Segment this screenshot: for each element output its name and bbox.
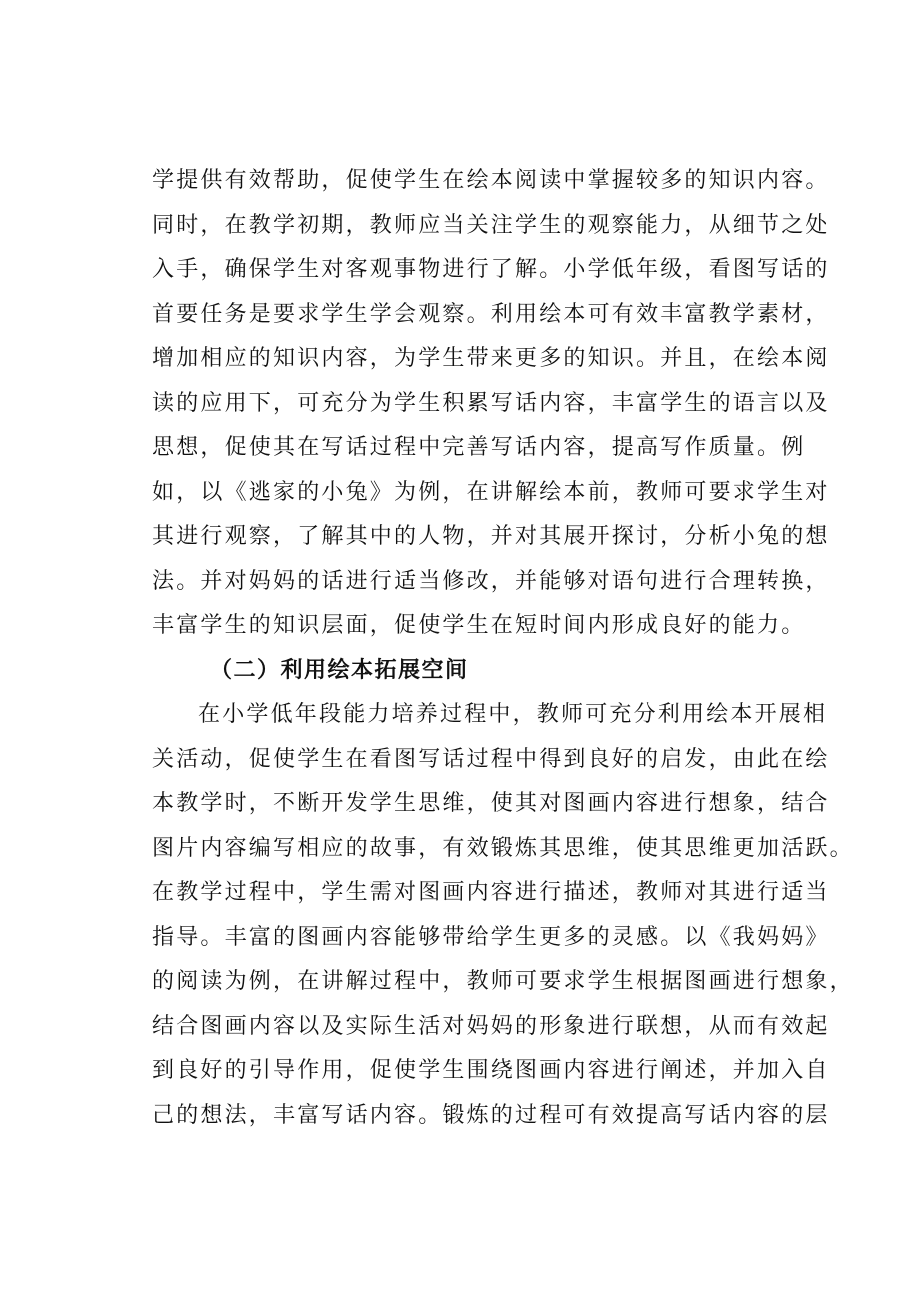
- paragraph-line: 其进行观察，了解其中的人物，并对其展开探讨，分析小兔的想: [152, 524, 830, 549]
- paragraph-line: 关活动，促使学生在看图写话过程中得到良好的启发，由此在绘: [152, 747, 830, 772]
- paragraph-line: 增加相应的知识内容，为学生带来更多的知识。并且，在绘本阅: [152, 346, 830, 371]
- paragraph-line: 如，以《逃家的小兔》为例，在讲解绘本前，教师可要求学生对: [152, 480, 830, 505]
- paragraph-line: 丰富学生的知识层面，促使学生在短时间内形成良好的能力。: [152, 613, 806, 638]
- paragraph-line: 在小学低年段能力培养过程中，教师可充分利用绘本开展相: [198, 702, 828, 727]
- paragraph-line: 己的想法，丰富写话内容。锻炼的过程可有效提高写话内容的层: [152, 1103, 830, 1128]
- paragraph-line: 同时，在教学初期，教师应当关注学生的观察能力，从细节之处: [152, 213, 830, 238]
- paragraph-line: 本教学时，不断开发学生思维，使其对图画内容进行想象，结合: [152, 791, 830, 816]
- paragraph-line: 读的应用下，可充分为学生积累写话内容，丰富学生的语言以及: [152, 391, 830, 416]
- paragraph-line: 指导。丰富的图画内容能够带给学生更多的灵感。以《我妈妈》: [152, 925, 830, 950]
- paragraph-line: 学提供有效帮助，促使学生在绘本阅读中掌握较多的知识内容。: [152, 168, 830, 193]
- paragraph-line: 法。并对妈妈的话进行适当修改，并能够对语句进行合理转换，: [152, 569, 830, 594]
- paragraph-line: 图片内容编写相应的故事，有效锻炼其思维，使其思维更加活跃。: [152, 836, 854, 861]
- paragraph-line: 首要任务是要求学生学会观察。利用绘本可有效丰富教学素材，: [152, 302, 830, 327]
- paragraph-line: 入手，确保学生对客观事物进行了解。小学低年级，看图写话的: [152, 257, 830, 282]
- paragraph-line: 到良好的引导作用，促使学生围绕图画内容进行阐述，并加入自: [152, 1058, 830, 1083]
- paragraph-line: 结合图画内容以及实际生活对妈妈的形象进行联想，从而有效起: [152, 1014, 830, 1039]
- paragraph-line: 在教学过程中，学生需对图画内容进行描述，教师对其进行适当: [152, 880, 830, 905]
- paragraph-line: 的阅读为例，在讲解过程中，教师可要求学生根据图画进行想象，: [152, 969, 854, 994]
- section-heading: （二）利用绘本拓展空间: [210, 658, 469, 683]
- paragraph-line: 思想，促使其在写话过程中完善写话内容，提高写作质量。例: [152, 435, 806, 460]
